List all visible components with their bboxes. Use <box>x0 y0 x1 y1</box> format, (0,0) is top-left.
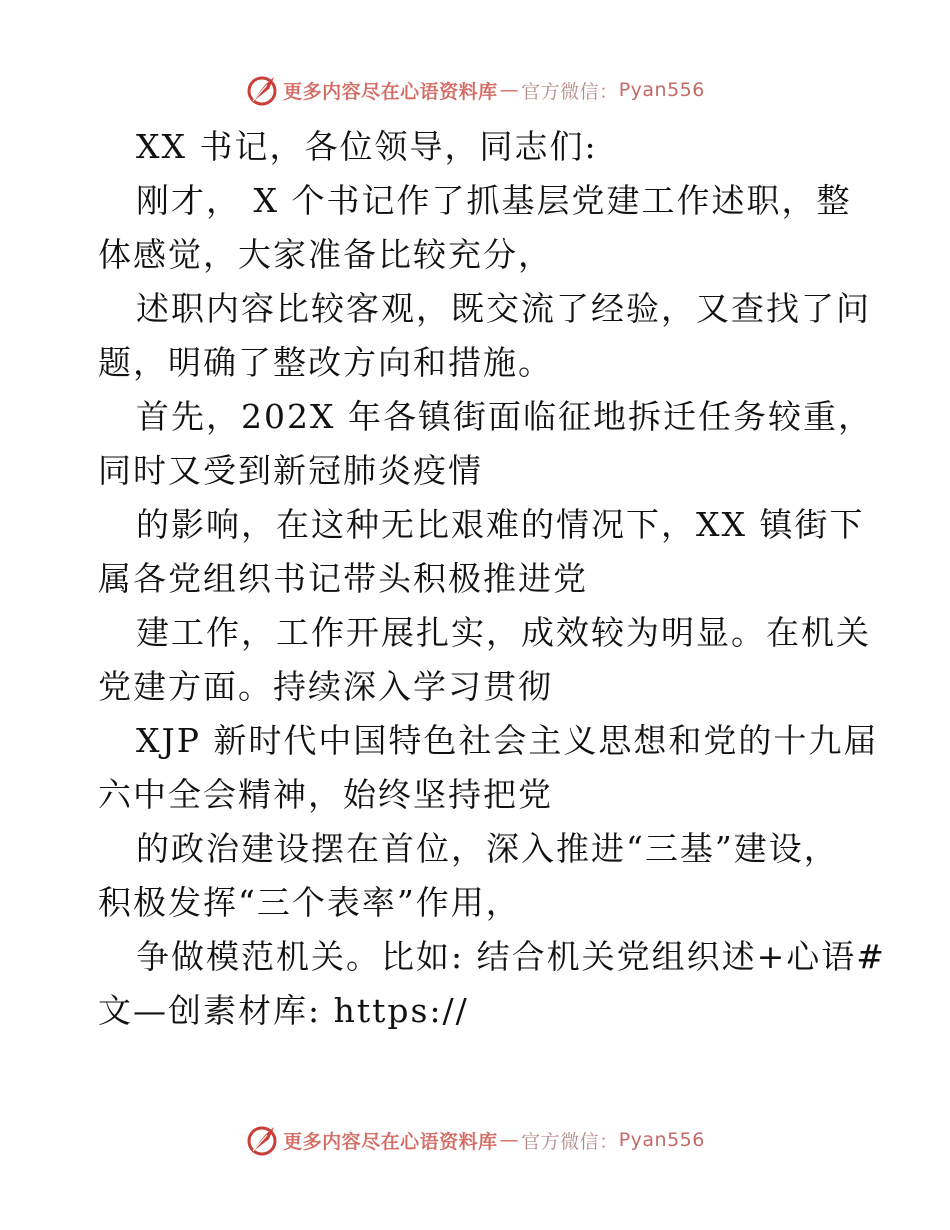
quill-logo-icon <box>245 1123 279 1157</box>
paragraph <box>98 120 858 174</box>
watermark-header <box>0 70 950 110</box>
paragraph <box>98 282 871 390</box>
paragraph-line: 争做模范机关。比如: 结合机关党组织述+心语# <box>136 937 886 976</box>
watermark-id: Pyan556 <box>618 1129 705 1151</box>
paragraph <box>98 606 871 714</box>
watermark-dash: — <box>499 79 520 101</box>
watermark-id: Pyan556 <box>618 79 705 101</box>
paragraph-line: 的政治建设摆在首位，深入推进“三基”建设， <box>136 829 839 868</box>
paragraph-line: 属各党组织书记带头积极推进党 <box>98 559 588 598</box>
paragraph-line: 党建方面。持续深入学习贯彻 <box>98 667 553 706</box>
paragraph-line: 刚才， X 个书记作了抓基层党建工作述职，整 <box>136 181 852 220</box>
paragraph-line: 六中全会精神，始终坚持把党 <box>98 775 553 814</box>
paragraph-line: 积极发挥“三个表率”作用， <box>98 883 521 922</box>
paragraph-line: 题，明确了整改方向和措施。 <box>98 343 553 382</box>
paragraph-line: 建工作，工作开展扎实，成效较为明显。在机关 <box>136 613 871 652</box>
document-body <box>98 120 886 1038</box>
watermark-main-text: 更多内容尽在心语资料库 <box>283 1130 498 1153</box>
paragraph <box>98 174 858 282</box>
paragraph-line: XX 书记，各位领导，同志们: <box>136 127 598 166</box>
paragraph <box>98 714 879 822</box>
paragraph-line: 体感觉，大家准备比较充分， <box>98 235 553 274</box>
paragraph-line: 同时又受到新冠肺炎疫情 <box>98 451 483 490</box>
watermark-main-text: 更多内容尽在心语资料库 <box>283 80 498 103</box>
paragraph <box>98 498 865 606</box>
paragraph-line: 文—创素材库: https:// <box>98 991 469 1030</box>
watermark-dash: — <box>499 1129 520 1151</box>
paragraph-line: 述职内容比较客观，既交流了经验，又查找了问 <box>136 289 871 328</box>
paragraph <box>98 390 873 498</box>
quill-logo-icon <box>245 73 279 107</box>
watermark-label: 官方微信： <box>521 1130 619 1153</box>
watermark-footer <box>0 1120 950 1160</box>
paragraph-line: 的影响，在这种无比艰难的情况下，XX 镇街下 <box>136 505 865 544</box>
paragraph-line: XJP 新时代中国特色社会主义思想和党的十九届 <box>136 721 879 760</box>
paragraph <box>98 930 886 1038</box>
paragraph-line: 首先，202X 年各镇街面临征地拆迁任务较重， <box>136 397 873 436</box>
paragraph <box>98 822 858 930</box>
watermark-label: 官方微信： <box>521 80 619 103</box>
